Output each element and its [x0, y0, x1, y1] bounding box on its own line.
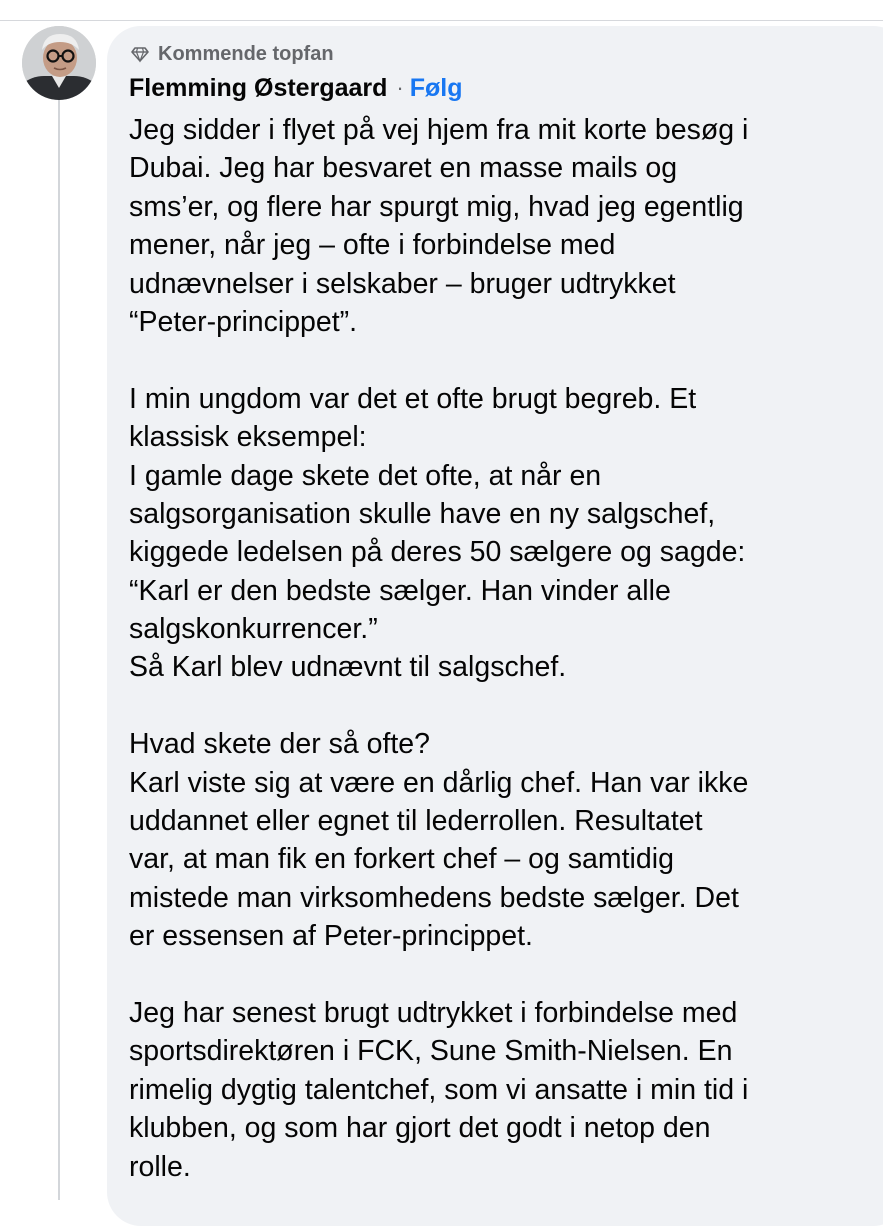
comment-line: udnævnelser i selskaber – bruger udtrykket — [129, 267, 676, 300]
avatar-photo — [22, 26, 96, 100]
author-avatar[interactable] — [22, 26, 96, 100]
comment-line: salgskonkurrencer.” — [129, 613, 378, 646]
comment-line: kiggede ledelsen på deres 50 sælgere og sagde: — [129, 536, 746, 569]
author-name[interactable]: Flemming Østergaard — [129, 73, 388, 102]
comment-line: I gamle dage skete det ofte, at når en — [129, 459, 602, 492]
paragraph-gap — [129, 687, 869, 725]
comment-line: salgsorganisation skulle have en ny salgschef, — [129, 497, 716, 530]
comment-line: Så Karl blev udnævnt til salgschef. — [129, 651, 567, 684]
paragraph-gap — [129, 341, 869, 379]
comment-text — [129, 111, 869, 1186]
comment-line: rolle. — [129, 1150, 191, 1183]
paragraph-gap — [129, 956, 869, 994]
top-fan-badge — [130, 40, 334, 68]
top-fan-diamond-icon — [130, 44, 150, 64]
comment-line: klubben, og som har gjort det godt i netop den — [129, 1112, 711, 1145]
top-divider — [0, 20, 883, 21]
comment-line: mener, når jeg – ofte i forbindelse med — [129, 229, 616, 262]
comment-line: er essensen af Peter-princippet. — [129, 920, 533, 953]
comment-line: Jeg sidder i flyet på vej hjem fra mit korte besøg i — [129, 114, 749, 146]
comment-line: Dubai. Jeg har besvaret en masse mails og — [129, 152, 678, 185]
comment-line: “Peter-princippet”. — [129, 305, 358, 338]
comment-line: Hvad skete der så ofte? — [129, 728, 431, 761]
comment-line: rimelig dygtig talentchef, som vi ansatte i min tid i — [129, 1073, 749, 1106]
comment-line: I min ungdom var det et ofte brugt begreb. Et — [129, 382, 697, 415]
comment-line: sportsdirektøren i FCK, Sune Smith-Nielsen. En — [129, 1035, 733, 1068]
comment-line: Karl viste sig at være en dårlig chef. Han var ikke — [129, 766, 749, 799]
comment-line: Jeg har senest brugt udtrykket i forbindelse med — [129, 996, 738, 1029]
name-separator-dot: · — [396, 75, 404, 100]
badge-label: Kommende topfan — [158, 42, 334, 65]
comment-line: sms’er, og flere har spurgt mig, hvad jeg egentlig — [129, 190, 744, 223]
comment-line: “Karl er den bedste sælger. Han vinder alle — [129, 574, 671, 607]
reply-thread-line — [58, 100, 60, 1200]
comment-line: var, at man fik en forkert chef – og samtidig — [129, 843, 674, 876]
follow-button[interactable]: Følg — [409, 73, 463, 102]
comment-line: uddannet eller egnet til lederrollen. Resultatet — [129, 805, 703, 838]
comment-line: mistede man virksomhedens bedste sælger. Det — [129, 881, 739, 914]
author-row — [129, 72, 463, 104]
comment-line: klassisk eksempel: — [129, 421, 367, 454]
